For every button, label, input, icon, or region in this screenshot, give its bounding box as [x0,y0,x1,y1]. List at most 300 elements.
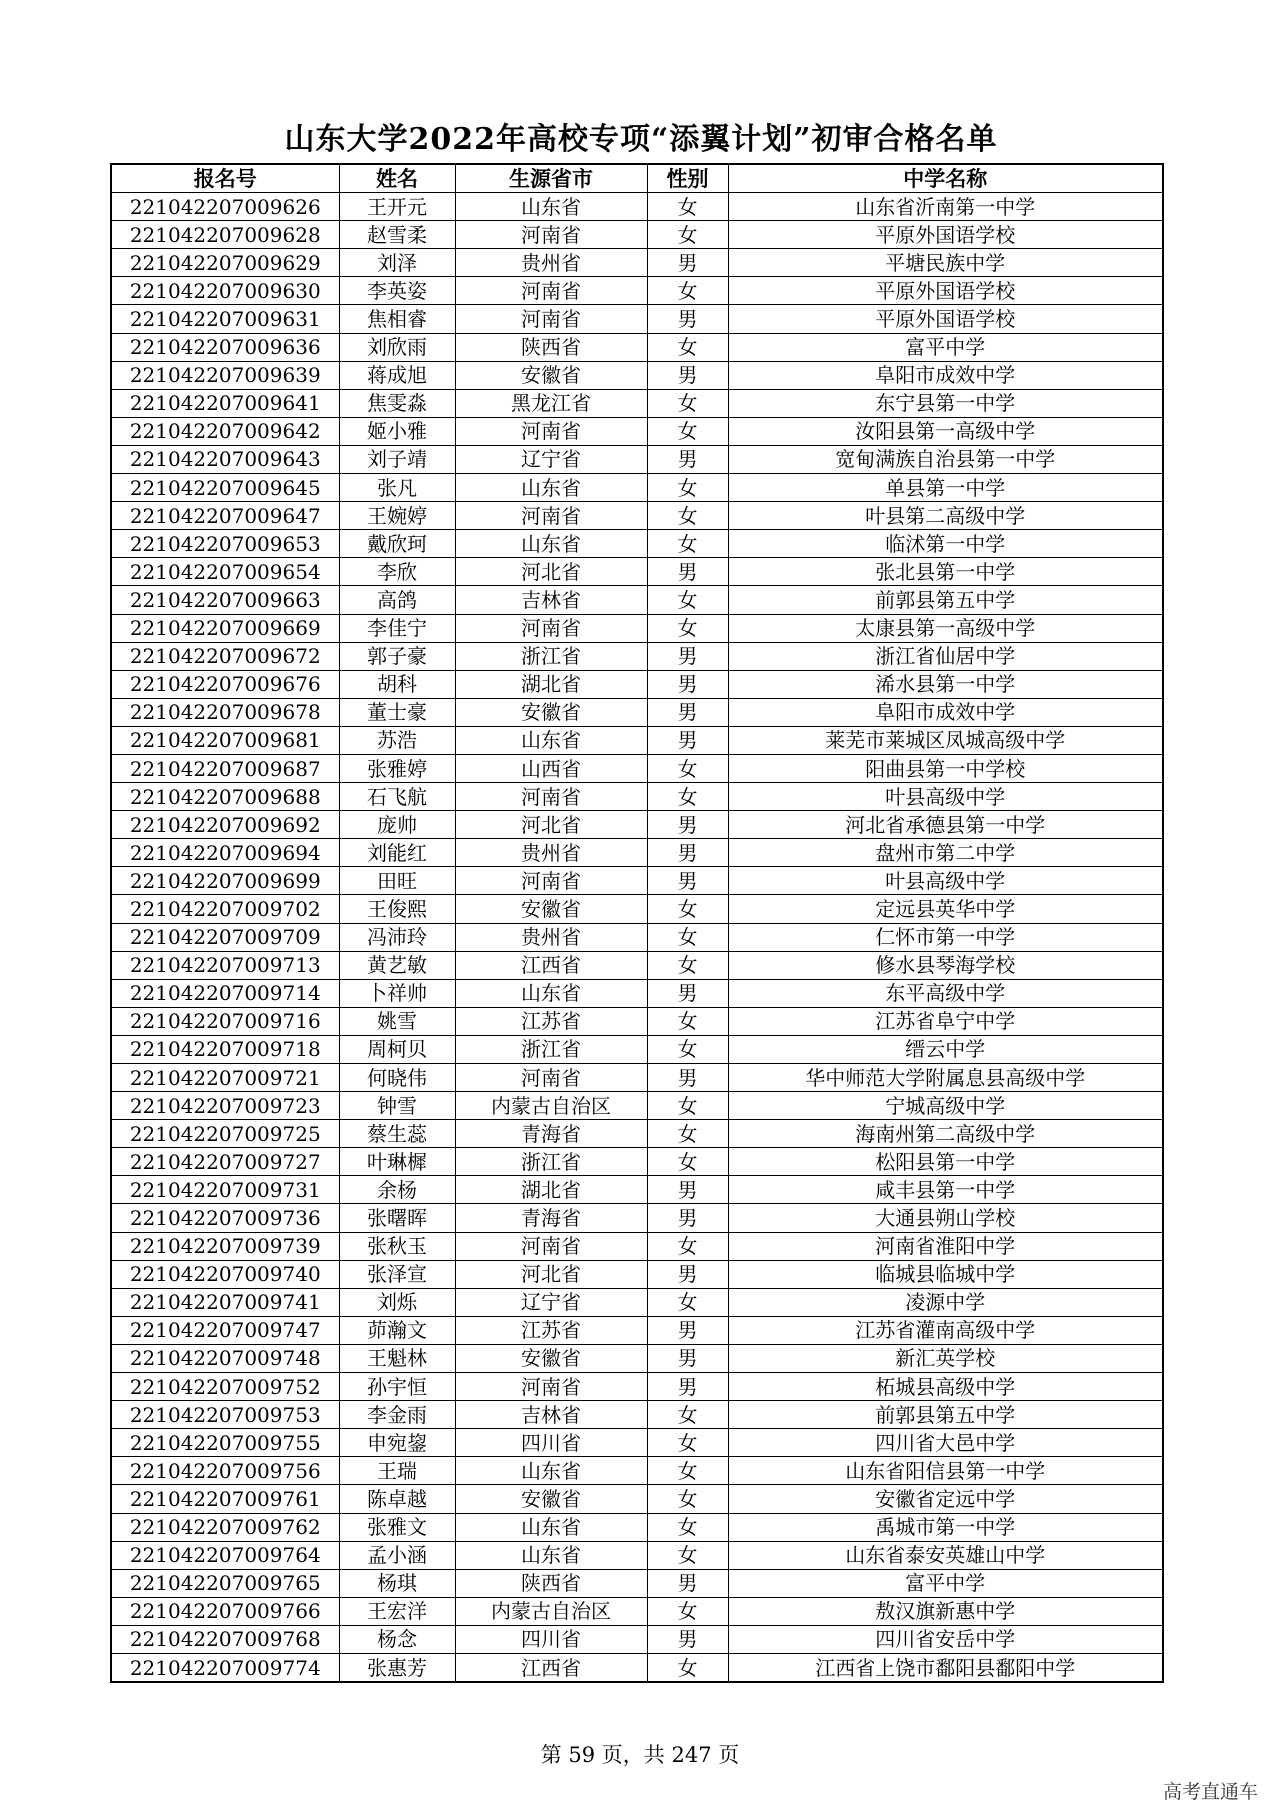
gender-cell: 女 [647,1007,728,1035]
name-cell: 卜祥帅 [339,979,455,1007]
school-cell: 前郭县第五中学 [728,586,1163,614]
school-cell: 山东省沂南第一中学 [728,193,1163,221]
name-cell: 茆瀚文 [339,1316,455,1344]
watermark: 高考直通车 [1162,1781,1258,1803]
registration-no-cell: 221042207009740 [111,1260,339,1288]
province-cell: 江苏省 [455,1316,647,1344]
col-header-province: 生源省市 [455,164,647,193]
table-row [111,1260,1163,1288]
gender-cell: 女 [647,1035,728,1063]
registration-no-cell: 221042207009721 [111,1064,339,1092]
table-row [111,474,1163,502]
table-row [111,1429,1163,1457]
school-cell: 前郭县第五中学 [728,1401,1163,1429]
col-header-gender: 性别 [647,164,728,193]
name-cell: 蒋成旭 [339,361,455,389]
registration-no-cell: 221042207009748 [111,1344,339,1372]
province-cell: 安徽省 [455,1344,647,1372]
province-cell: 贵州省 [455,923,647,951]
table-row [111,726,1163,754]
name-cell: 申宛鋆 [339,1429,455,1457]
name-cell: 张曙晖 [339,1204,455,1232]
table-row [111,1092,1163,1120]
registration-no-cell: 221042207009669 [111,614,339,642]
school-cell: 安徽省定远中学 [728,1485,1163,1513]
table-row [111,642,1163,670]
school-cell: 富平中学 [728,333,1163,361]
table-row [111,193,1163,221]
gender-cell: 男 [647,558,728,586]
province-cell: 河北省 [455,558,647,586]
name-cell: 董士豪 [339,698,455,726]
name-cell: 田旺 [339,867,455,895]
school-cell: 四川省安岳中学 [728,1625,1163,1653]
province-cell: 河南省 [455,277,647,305]
table-row [111,1288,1163,1316]
gender-cell: 女 [647,1457,728,1485]
table-row [111,1064,1163,1092]
school-cell: 山东省泰安英雄山中学 [728,1541,1163,1569]
school-cell: 华中师范大学附属息县高级中学 [728,1064,1163,1092]
name-cell: 王开元 [339,193,455,221]
school-cell: 咸丰县第一中学 [728,1176,1163,1204]
gender-cell: 女 [647,951,728,979]
table-row [111,867,1163,895]
name-cell: 李英姿 [339,277,455,305]
school-cell: 阜阳市成效中学 [728,361,1163,389]
registration-no-cell: 221042207009647 [111,502,339,530]
table-row [111,811,1163,839]
name-cell: 焦雯淼 [339,389,455,417]
table-row [111,670,1163,698]
table-row [111,417,1163,445]
school-cell: 江西省上饶市鄱阳县鄱阳中学 [728,1653,1163,1682]
table-row [111,1457,1163,1485]
table-row [111,1485,1163,1513]
page-footer: 第 59 页，共 247 页 [540,1743,740,1767]
name-cell: 黄艺敏 [339,951,455,979]
registration-no-cell: 221042207009699 [111,867,339,895]
province-cell: 山东省 [455,474,647,502]
table-row [111,586,1163,614]
gender-cell: 女 [647,1148,728,1176]
gender-cell: 女 [647,417,728,445]
school-cell: 汝阳县第一高级中学 [728,417,1163,445]
registration-no-cell: 221042207009764 [111,1541,339,1569]
name-cell: 刘欣雨 [339,333,455,361]
province-cell: 山东省 [455,1541,647,1569]
table-row [111,923,1163,951]
school-cell: 江苏省灌南高级中学 [728,1316,1163,1344]
school-cell: 山东省阳信县第一中学 [728,1457,1163,1485]
province-cell: 青海省 [455,1204,647,1232]
table-row [111,530,1163,558]
name-cell: 刘泽 [339,249,455,277]
registration-no-cell: 221042207009723 [111,1092,339,1120]
school-cell: 江苏省阜宁中学 [728,1007,1163,1035]
registration-no-cell: 221042207009631 [111,305,339,333]
name-cell: 杨念 [339,1625,455,1653]
school-cell: 仁怀市第一中学 [728,923,1163,951]
gender-cell: 男 [647,445,728,473]
registration-no-cell: 221042207009713 [111,951,339,979]
school-cell: 宁城高级中学 [728,1092,1163,1120]
name-cell: 叶琳樨 [339,1148,455,1176]
gender-cell: 男 [647,839,728,867]
gender-cell: 女 [647,895,728,923]
gender-cell: 男 [647,305,728,333]
name-cell: 焦相睿 [339,305,455,333]
table-row [111,1176,1163,1204]
gender-cell: 男 [647,1569,728,1597]
table-row [111,1232,1163,1260]
registration-no-cell: 221042207009716 [111,1007,339,1035]
table-row [111,1401,1163,1429]
province-cell: 山东省 [455,530,647,558]
col-header-name: 姓名 [339,164,455,193]
province-cell: 浙江省 [455,1148,647,1176]
registration-no-cell: 221042207009636 [111,333,339,361]
table-row [111,754,1163,782]
province-cell: 山东省 [455,979,647,1007]
name-cell: 苏浩 [339,726,455,754]
province-cell: 吉林省 [455,1401,647,1429]
name-cell: 杨琪 [339,1569,455,1597]
gender-cell: 男 [647,670,728,698]
registration-no-cell: 221042207009639 [111,361,339,389]
school-cell: 河南省淮阳中学 [728,1232,1163,1260]
name-cell: 王俊熙 [339,895,455,923]
registration-no-cell: 221042207009752 [111,1373,339,1401]
name-cell: 姚雪 [339,1007,455,1035]
gender-cell: 男 [647,867,728,895]
gender-cell: 男 [647,698,728,726]
gender-cell: 男 [647,361,728,389]
registration-no-cell: 221042207009739 [111,1232,339,1260]
province-cell: 河北省 [455,811,647,839]
gender-cell: 男 [647,1260,728,1288]
gender-cell: 女 [647,277,728,305]
name-cell: 王婉婷 [339,502,455,530]
gender-cell: 女 [647,1429,728,1457]
table-row [111,361,1163,389]
gender-cell: 女 [647,193,728,221]
name-cell: 蔡生蕊 [339,1120,455,1148]
name-cell: 孟小涵 [339,1541,455,1569]
table-row [111,1513,1163,1541]
table-row [111,502,1163,530]
province-cell: 贵州省 [455,839,647,867]
province-cell: 辽宁省 [455,1288,647,1316]
registration-no-cell: 221042207009755 [111,1429,339,1457]
gender-cell: 女 [647,1232,728,1260]
col-header-school: 中学名称 [728,164,1163,193]
school-cell: 敖汉旗新惠中学 [728,1597,1163,1625]
name-cell: 刘烁 [339,1288,455,1316]
province-cell: 山东省 [455,193,647,221]
school-cell: 新汇英学校 [728,1344,1163,1372]
gender-cell: 女 [647,474,728,502]
table-row [111,951,1163,979]
name-cell: 陈卓越 [339,1485,455,1513]
gender-cell: 男 [647,1176,728,1204]
school-cell: 临城县临城中学 [728,1260,1163,1288]
registration-no-cell: 221042207009731 [111,1176,339,1204]
table-row [111,783,1163,811]
registration-no-cell: 221042207009718 [111,1035,339,1063]
table-row [111,614,1163,642]
province-cell: 湖北省 [455,670,647,698]
table-row [111,558,1163,586]
roster-table [110,163,1164,1683]
registration-no-cell: 221042207009678 [111,698,339,726]
province-cell: 辽宁省 [455,445,647,473]
name-cell: 孙宇恒 [339,1373,455,1401]
school-cell: 东平高级中学 [728,979,1163,1007]
table-row [111,305,1163,333]
gender-cell: 男 [647,726,728,754]
name-cell: 余杨 [339,1176,455,1204]
school-cell: 太康县第一高级中学 [728,614,1163,642]
school-cell: 禹城市第一中学 [728,1513,1163,1541]
table-row [111,1653,1163,1682]
province-cell: 贵州省 [455,249,647,277]
name-cell: 石飞航 [339,783,455,811]
name-cell: 庞帅 [339,811,455,839]
table-row [111,1120,1163,1148]
registration-no-cell: 221042207009641 [111,389,339,417]
registration-no-cell: 221042207009626 [111,193,339,221]
registration-no-cell: 221042207009774 [111,1653,339,1682]
registration-no-cell: 221042207009727 [111,1148,339,1176]
name-cell: 高鸽 [339,586,455,614]
registration-no-cell: 221042207009676 [111,670,339,698]
gender-cell: 女 [647,1485,728,1513]
registration-no-cell: 221042207009741 [111,1288,339,1316]
registration-no-cell: 221042207009736 [111,1204,339,1232]
name-cell: 钟雪 [339,1092,455,1120]
name-cell: 周柯贝 [339,1035,455,1063]
gender-cell: 男 [647,811,728,839]
school-cell: 定远县英华中学 [728,895,1163,923]
registration-no-cell: 221042207009714 [111,979,339,1007]
registration-no-cell: 221042207009645 [111,474,339,502]
name-cell: 张惠芳 [339,1653,455,1682]
table-row [111,1625,1163,1653]
gender-cell: 男 [647,1064,728,1092]
table-row [111,1597,1163,1625]
registration-no-cell: 221042207009702 [111,895,339,923]
school-cell: 缙云中学 [728,1035,1163,1063]
name-cell: 李欣 [339,558,455,586]
province-cell: 四川省 [455,1625,647,1653]
province-cell: 河南省 [455,305,647,333]
col-header-registration-no: 报名号 [111,164,339,193]
province-cell: 青海省 [455,1120,647,1148]
name-cell: 刘子靖 [339,445,455,473]
roster-body [111,193,1163,1682]
gender-cell: 男 [647,1316,728,1344]
school-cell: 叶县高级中学 [728,783,1163,811]
gender-cell: 女 [647,1653,728,1682]
name-cell: 李佳宁 [339,614,455,642]
name-cell: 何晓伟 [339,1064,455,1092]
gender-cell: 女 [647,923,728,951]
registration-no-cell: 221042207009725 [111,1120,339,1148]
province-cell: 黑龙江省 [455,389,647,417]
registration-no-cell: 221042207009643 [111,445,339,473]
school-cell: 河北省承德县第一中学 [728,811,1163,839]
name-cell: 郭子豪 [339,642,455,670]
name-cell: 王瑞 [339,1457,455,1485]
registration-no-cell: 221042207009709 [111,923,339,951]
province-cell: 河北省 [455,1260,647,1288]
school-cell: 平塘民族中学 [728,249,1163,277]
school-cell: 张北县第一中学 [728,558,1163,586]
table-row [111,445,1163,473]
table-row [111,1569,1163,1597]
table-row [111,698,1163,726]
registration-no-cell: 221042207009756 [111,1457,339,1485]
name-cell: 李金雨 [339,1401,455,1429]
name-cell: 戴欣珂 [339,530,455,558]
school-cell: 四川省大邑中学 [728,1429,1163,1457]
registration-no-cell: 221042207009688 [111,783,339,811]
province-cell: 河南省 [455,867,647,895]
province-cell: 河南省 [455,221,647,249]
school-cell: 柘城县高级中学 [728,1373,1163,1401]
table-row [111,1316,1163,1344]
province-cell: 内蒙古自治区 [455,1597,647,1625]
registration-no-cell: 221042207009687 [111,754,339,782]
registration-no-cell: 221042207009761 [111,1485,339,1513]
school-cell: 宽甸满族自治县第一中学 [728,445,1163,473]
name-cell: 刘能红 [339,839,455,867]
gender-cell: 女 [647,530,728,558]
registration-no-cell: 221042207009681 [111,726,339,754]
table-row [111,895,1163,923]
school-cell: 大通县朔山学校 [728,1204,1163,1232]
province-cell: 江苏省 [455,1007,647,1035]
table-row [111,839,1163,867]
school-cell: 阳曲县第一中学校 [728,754,1163,782]
school-cell: 富平中学 [728,1569,1163,1597]
table-row [111,389,1163,417]
registration-no-cell: 221042207009766 [111,1597,339,1625]
province-cell: 湖北省 [455,1176,647,1204]
registration-no-cell: 221042207009747 [111,1316,339,1344]
name-cell: 张雅婷 [339,754,455,782]
table-row [111,249,1163,277]
gender-cell: 男 [647,1373,728,1401]
name-cell: 姬小雅 [339,417,455,445]
school-cell: 临沭第一中学 [728,530,1163,558]
province-cell: 安徽省 [455,361,647,389]
province-cell: 河南省 [455,1373,647,1401]
name-cell: 胡科 [339,670,455,698]
registration-no-cell: 221042207009663 [111,586,339,614]
province-cell: 河南省 [455,614,647,642]
school-cell: 叶县第二高级中学 [728,502,1163,530]
gender-cell: 女 [647,586,728,614]
school-cell: 东宁县第一中学 [728,389,1163,417]
registration-no-cell: 221042207009630 [111,277,339,305]
gender-cell: 女 [647,389,728,417]
gender-cell: 女 [647,1092,728,1120]
school-cell: 莱芜市莱城区凤城高级中学 [728,726,1163,754]
table-row [111,1035,1163,1063]
gender-cell: 男 [647,1204,728,1232]
gender-cell: 女 [647,1541,728,1569]
school-cell: 平原外国语学校 [728,277,1163,305]
school-cell: 海南州第二高级中学 [728,1120,1163,1148]
registration-no-cell: 221042207009628 [111,221,339,249]
school-cell: 修水县琴海学校 [728,951,1163,979]
table-row [111,1344,1163,1372]
province-cell: 四川省 [455,1429,647,1457]
school-cell: 阜阳市成效中学 [728,698,1163,726]
gender-cell: 女 [647,333,728,361]
province-cell: 安徽省 [455,698,647,726]
province-cell: 浙江省 [455,1035,647,1063]
school-cell: 平原外国语学校 [728,221,1163,249]
school-cell: 松阳县第一中学 [728,1148,1163,1176]
school-cell: 盘州市第二中学 [728,839,1163,867]
province-cell: 江西省 [455,951,647,979]
table-header-row [111,164,1163,193]
gender-cell: 男 [647,249,728,277]
name-cell: 赵雪柔 [339,221,455,249]
table-row [111,221,1163,249]
table-row [111,1148,1163,1176]
province-cell: 山东省 [455,1457,647,1485]
registration-no-cell: 221042207009765 [111,1569,339,1597]
name-cell: 张凡 [339,474,455,502]
province-cell: 河南省 [455,1064,647,1092]
registration-no-cell: 221042207009762 [111,1513,339,1541]
name-cell: 张秋玉 [339,1232,455,1260]
gender-cell: 男 [647,979,728,1007]
name-cell: 冯沛玲 [339,923,455,951]
gender-cell: 女 [647,614,728,642]
table-row [111,277,1163,305]
table-row [111,1007,1163,1035]
province-cell: 河南省 [455,502,647,530]
gender-cell: 女 [647,754,728,782]
table-row [111,979,1163,1007]
gender-cell: 女 [647,1120,728,1148]
school-cell: 浙江省仙居中学 [728,642,1163,670]
province-cell: 山东省 [455,726,647,754]
table-row [111,1541,1163,1569]
table-row [111,1373,1163,1401]
province-cell: 江西省 [455,1653,647,1682]
school-cell: 叶县高级中学 [728,867,1163,895]
name-cell: 张泽宣 [339,1260,455,1288]
province-cell: 内蒙古自治区 [455,1092,647,1120]
registration-no-cell: 221042207009629 [111,249,339,277]
gender-cell: 女 [647,783,728,811]
province-cell: 山西省 [455,754,647,782]
province-cell: 安徽省 [455,895,647,923]
province-cell: 河南省 [455,417,647,445]
registration-no-cell: 221042207009653 [111,530,339,558]
table-row [111,1204,1163,1232]
province-cell: 陕西省 [455,1569,647,1597]
name-cell: 张雅文 [339,1513,455,1541]
registration-no-cell: 221042207009768 [111,1625,339,1653]
school-cell: 平原外国语学校 [728,305,1163,333]
